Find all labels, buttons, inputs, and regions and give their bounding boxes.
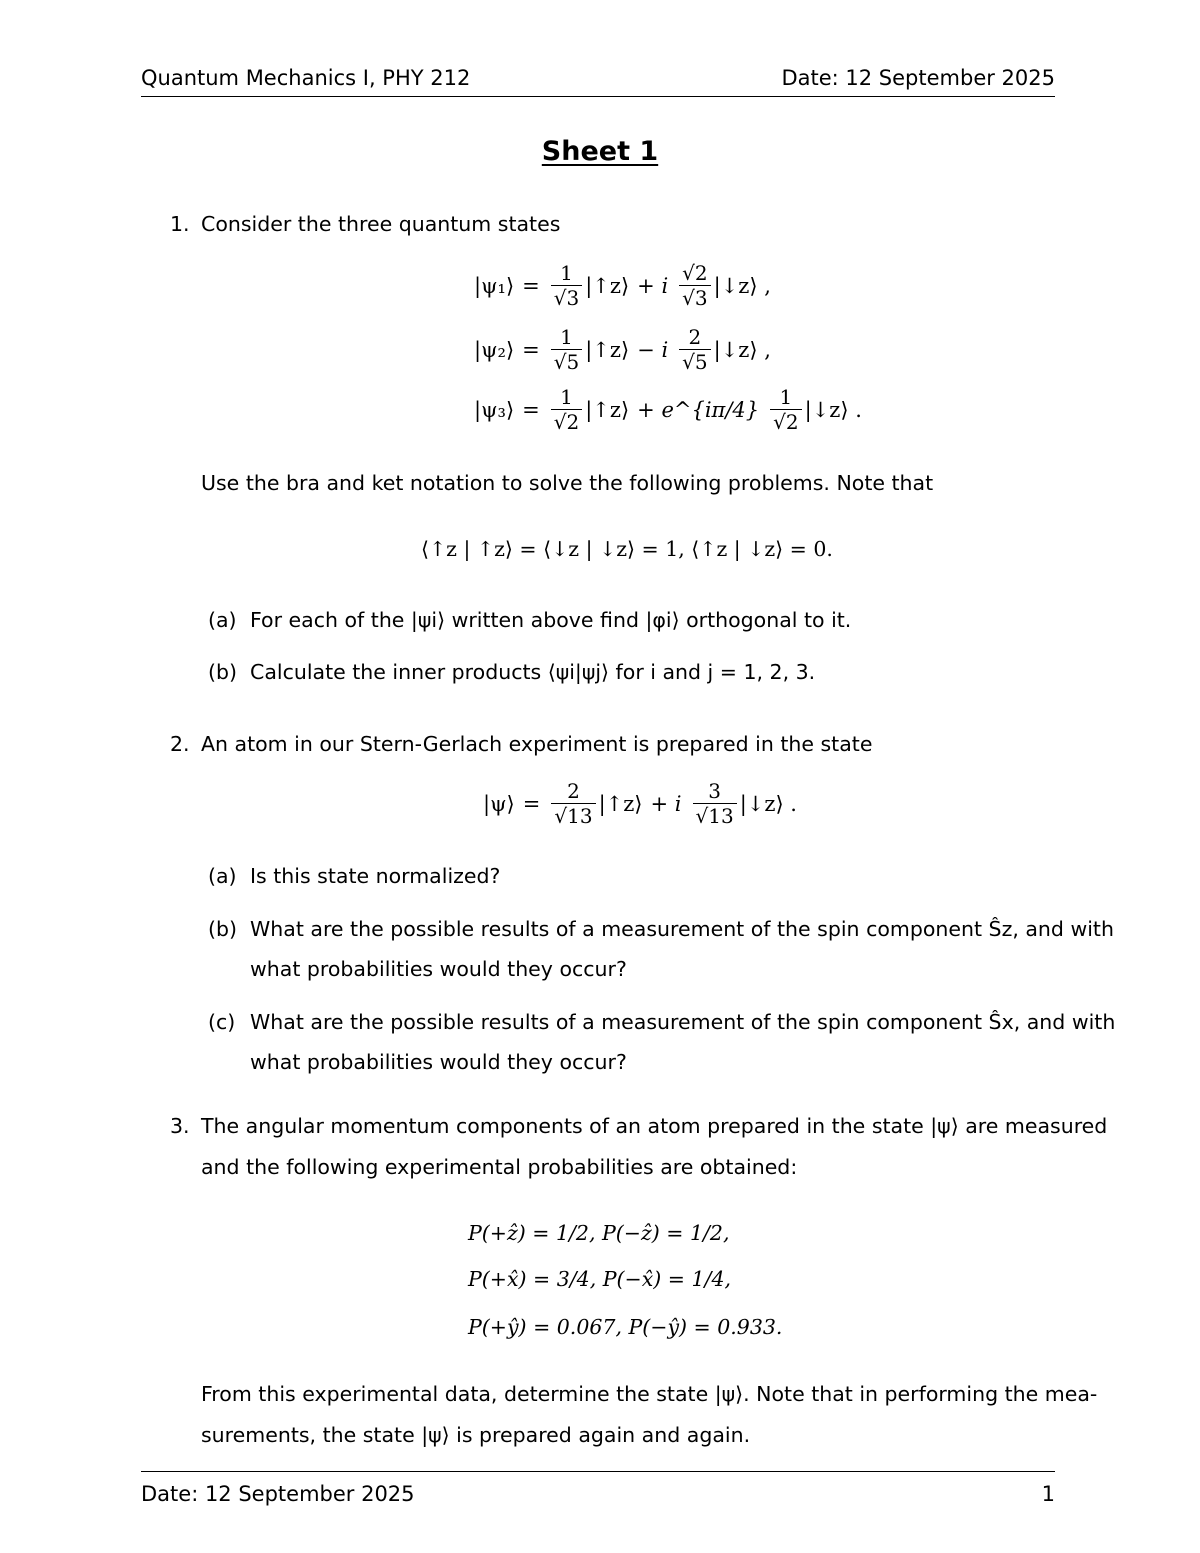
problem-2c-label: (c) <box>208 1010 236 1034</box>
problem-2b-line2: what probabilities would they occur? <box>250 957 627 981</box>
probability-x: P(+x̂) = 3/4, P(−x̂) = 1/4, <box>468 1267 732 1291</box>
page-header <box>141 66 1055 97</box>
problem-1a-text: For each of the |ψi⟩ written above find |φi⟩ orthogonal to it. <box>250 608 852 632</box>
problem-3-closing-line1: From this experimental data, determine the state |ψ⟩. Note that in performing the mea- <box>201 1382 1098 1406</box>
problem-1b-text: Calculate the inner products ⟨ψi|ψj⟩ for i and j = 1, 2, 3. <box>250 660 816 684</box>
problem-3-intro-line1: The angular momentum components of an atom prepared in the state |ψ⟩ are measured <box>201 1114 1108 1138</box>
problem-2-intro: An atom in our Stern-Gerlach experiment is prepared in the state <box>201 732 873 756</box>
state-psi1: |ψ₁⟩ = $\frac{1}{√3}$ |↑z⟩ + i $\frac{√2}{√3}$ |↓z⟩ , <box>474 261 771 310</box>
state-psi2: |ψ₂⟩ = $\frac{1}{√5}$ |↑z⟩ − i $\frac{2}{√5}$ |↓z⟩ , <box>474 325 771 374</box>
problem-1-note: Use the bra and ket notation to solve the following problems. Note that <box>201 471 934 495</box>
problem-1a-label: (a) <box>208 608 237 632</box>
problem-1-number: 1. <box>170 212 190 236</box>
problem-3-number: 3. <box>170 1114 190 1138</box>
problem-2b-label: (b) <box>208 917 238 941</box>
sheet-title: Sheet 1 <box>541 136 659 167</box>
problem-1-intro: Consider the three quantum states <box>201 212 561 236</box>
footer-date: Date: 12 September 2025 <box>141 1482 415 1506</box>
problem-1b-label: (b) <box>208 660 238 684</box>
course-title: Quantum Mechanics I, PHY 212 <box>141 66 471 90</box>
orthonormality-relation: ⟨↑z | ↑z⟩ = ⟨↓z | ↓z⟩ = 1, ⟨↑z | ↓z⟩ = 0. <box>421 537 833 561</box>
problem-2c-line2: what probabilities would they occur? <box>250 1050 627 1074</box>
problem-2c-line1: What are the possible results of a measurement of the spin component Ŝx, and with <box>250 1010 1116 1034</box>
probability-y: P(+ŷ) = 0.067, P(−ŷ) = 0.933. <box>468 1315 783 1339</box>
state-psi3: |ψ₃⟩ = $\frac{1}{√2}$ |↑z⟩ + e^{iπ/4} $\frac{1}{√2}$ |↓z⟩ . <box>474 385 862 434</box>
state-psi: |ψ⟩ = $\frac{2}{√13}$ |↑z⟩ + i $\frac{3}{√13}$ |↓z⟩ . <box>483 779 797 828</box>
problem-2a-text: Is this state normalized? <box>250 864 501 888</box>
problem-3-closing-line2: surements, the state |ψ⟩ is prepared again and again. <box>201 1423 751 1447</box>
problem-2-number: 2. <box>170 732 190 756</box>
page-number: 1 <box>1041 1482 1055 1506</box>
problem-2a-label: (a) <box>208 864 237 888</box>
probability-z: P(+ẑ) = 1/2, P(−ẑ) = 1/2, <box>468 1221 730 1245</box>
page-footer <box>141 1471 1055 1506</box>
header-date: Date: 12 September 2025 <box>781 66 1055 90</box>
problem-2b-line1: What are the possible results of a measurement of the spin component Ŝz, and with <box>250 917 1114 941</box>
problem-3-intro-line2: and the following experimental probabilities are obtained: <box>201 1155 798 1179</box>
